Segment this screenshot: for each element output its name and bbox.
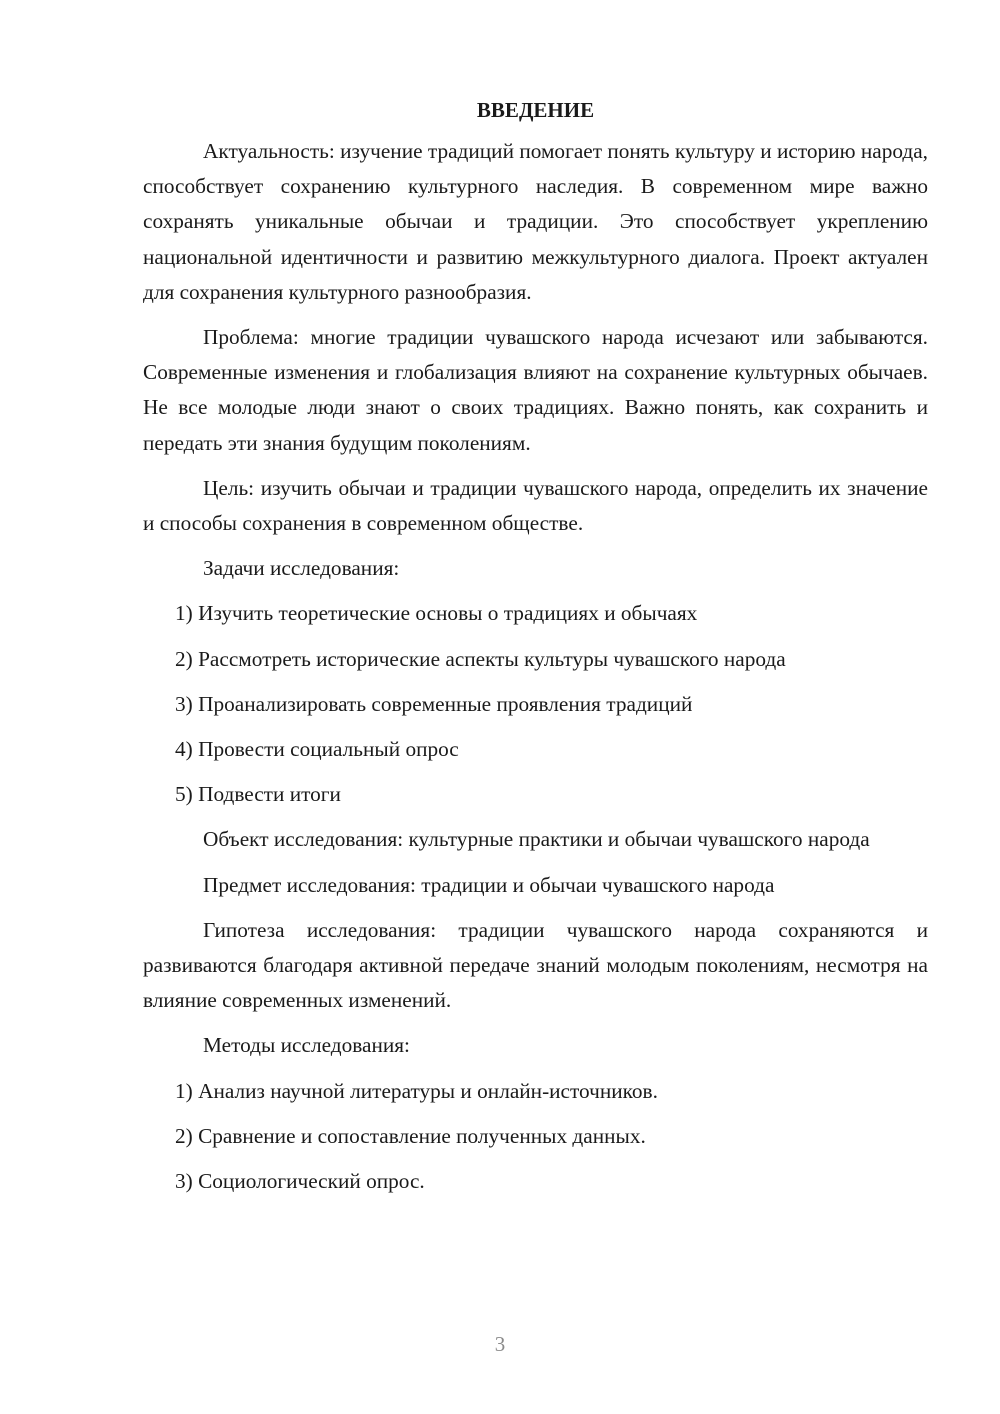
document-page bbox=[143, 95, 928, 1209]
task-item: 2) Рассмотреть исторические аспекты культуры чувашского народа bbox=[175, 646, 786, 671]
page-title: ВВЕДЕНИЕ bbox=[476, 98, 595, 122]
hypothesis-paragraph: Гипотеза исследования: традиции чувашского народа сохраняются и развиваются благодаря активной передаче знаний молодым поколениям, несмотря на влияние современных изменений. bbox=[143, 917, 928, 1013]
method-item: 1) Анализ научной литературы и онлайн-источников. bbox=[175, 1078, 658, 1103]
problem-paragraph: Проблема: многие традиции чувашского народа исчезают или забываются. Современные изменения и глобализация влияют на сохранение культурных обычаев. Не все молодые люди знают о своих традициях. Важно понять, как сохранить и передать эти знания будущим поколениям. bbox=[143, 325, 928, 455]
method-item: 3) Социологический опрос. bbox=[175, 1169, 425, 1194]
goal-paragraph: Цель: изучить обычаи и традиции чувашского народа, определить их значение и способы сохранения в современном обществе. bbox=[143, 475, 928, 536]
methods-list bbox=[143, 1074, 928, 1200]
method-item: 2) Сравнение и сопоставление полученных данных. bbox=[175, 1123, 646, 1148]
task-item: 3) Проанализировать современные проявления традиций bbox=[175, 691, 693, 716]
task-item: 5) Подвести итоги bbox=[175, 782, 341, 807]
object-paragraph: Объект исследования: культурные практики и обычаи чувашского народа bbox=[203, 827, 870, 852]
page-number: 3 bbox=[494, 1332, 506, 1356]
tasks-label: Задачи исследования: bbox=[203, 556, 400, 581]
relevance-paragraph: Актуальность: изучение традиций помогает понять культуру и историю народа, способствует сохранению культурного наследия. В современном мире важно сохранять уникальные обычаи и традиции. Это способствует укреплению национальной идентичности и развитию межкультурного диалога. Проект актуален для сохранения культурного разнообразия. bbox=[143, 139, 928, 304]
task-item: 1) Изучить теоретические основы о традициях и обычаях bbox=[175, 601, 698, 626]
task-item: 4) Провести социальный опрос bbox=[175, 737, 459, 762]
subject-paragraph: Предмет исследования: традиции и обычаи чувашского народа bbox=[203, 872, 775, 897]
methods-label: Методы исследования: bbox=[203, 1033, 410, 1058]
tasks-list bbox=[143, 596, 928, 812]
